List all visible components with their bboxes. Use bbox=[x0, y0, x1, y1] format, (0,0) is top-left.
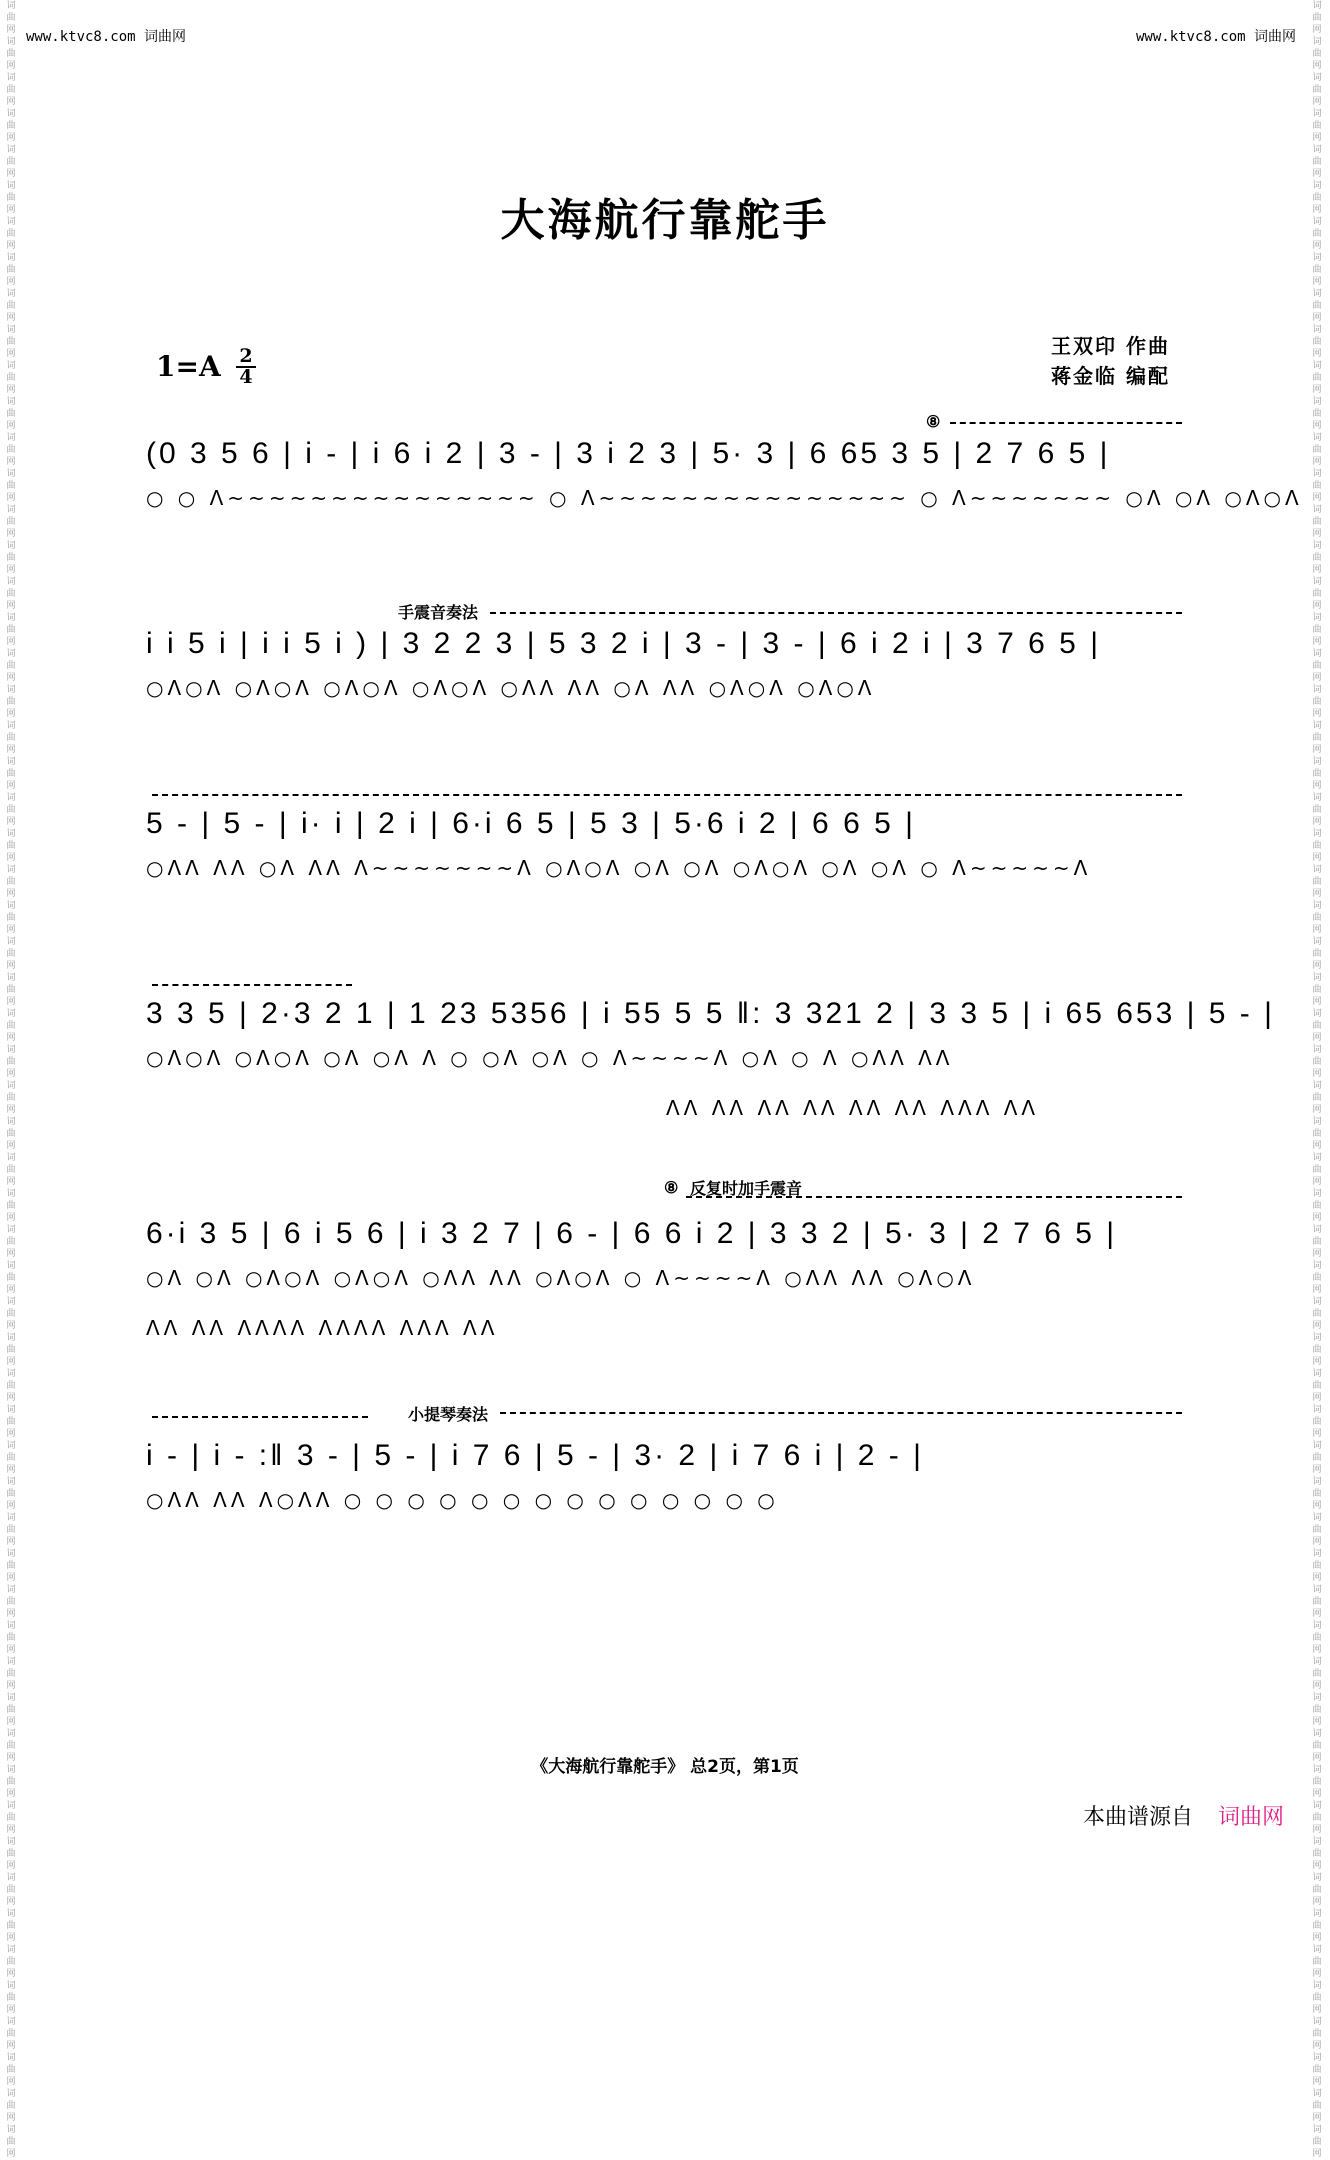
annotation-octave-5: ⑧ bbox=[664, 1178, 679, 1197]
time-bottom: 4 bbox=[239, 366, 253, 388]
time-top: 2 bbox=[239, 345, 253, 367]
notation-row: i - | i - :‖ 3 - | 5 - | i 7 6 | 5 - | 3· 2 | i 7 6 i | 2 - | bbox=[146, 1439, 924, 1472]
dashed-line bbox=[950, 422, 1182, 424]
composer-credit: 王双印 作曲 bbox=[1051, 334, 1170, 358]
technique-row: ○ ○ Λ~~~~~~~~~~~~~~~ ○ Λ~~~~~~~~~~~~~~~ ○ Λ~~~~~~~ ○Λ ○Λ ○Λ○Λ bbox=[146, 486, 1303, 510]
dashed-line bbox=[152, 1416, 368, 1418]
side-watermark-left: 词曲网词曲网词曲网词曲网词曲网词曲网词曲网词曲网词曲网词曲网词曲网词曲网词曲网词曲网词曲网词曲网词曲网词曲网词曲网词曲网词曲网词曲网词曲网词曲网词曲网词曲网词曲网词曲网词曲网词曲网词曲网词曲网词曲网词曲网词曲网词曲网词曲网词曲网词曲网词曲网词曲网词曲网词曲网词曲网词曲网词曲网词曲网词曲网词曲网词曲网词曲网词曲网词曲网词曲网词曲网词曲网词曲网词曲网词曲网词曲网 bbox=[6, 1, 16, 2159]
page-footer: 《大海航行靠舵手》 总2页，第1页 bbox=[531, 1757, 799, 1777]
notation-row: 3 3 5 | 2·3 2 1 | 1 23 5356 | i 55 5 5 ‖: 3 321 2 | 3 3 5 | i 65 653 | 5 - | bbox=[146, 997, 1275, 1030]
annotation-repeat-vibrato: 反复时加手震音 bbox=[690, 1179, 803, 1198]
time-signature bbox=[236, 345, 256, 388]
notation-row: i i 5 i | i i 5 i ) | 3 2 2 3 | 5 3 2 i | 3 - | 3 - | 6 i 2 i | 3 7 6 5 | bbox=[146, 627, 1101, 660]
song-title: 大海航行靠舵手 bbox=[500, 195, 830, 246]
annotation-octave-1: ⑧ bbox=[926, 412, 941, 431]
dashed-line bbox=[490, 612, 1182, 614]
side-watermark-right: 词曲网词曲网词曲网词曲网词曲网词曲网词曲网词曲网词曲网词曲网词曲网词曲网词曲网词曲网词曲网词曲网词曲网词曲网词曲网词曲网词曲网词曲网词曲网词曲网词曲网词曲网词曲网词曲网词曲网词曲网词曲网词曲网词曲网词曲网词曲网词曲网词曲网词曲网词曲网词曲网词曲网词曲网词曲网词曲网词曲网词曲网词曲网词曲网词曲网词曲网词曲网词曲网词曲网词曲网词曲网词曲网词曲网词曲网词曲网词曲网 bbox=[1312, 1, 1322, 2159]
source-site-link[interactable]: 词曲网 bbox=[1217, 1805, 1284, 1830]
technique-row: ○Λ○Λ ○Λ○Λ ○Λ ○Λ Λ ○ ○Λ ○Λ ○ Λ~~~~Λ ○Λ ○ Λ ○ΛΛ ΛΛ bbox=[146, 1046, 954, 1070]
notation-row: (0 3 5 6 | i - | i 6 i 2 | 3 - | 3 i 2 3 | 5· 3 | 6 65 3 5 | 2 7 6 5 | bbox=[146, 437, 1111, 470]
notation-row: 6·i 3 5 | 6 i 5 6 | i 3 2 7 | 6 - | 6 6 i 2 | 3 3 2 | 5· 3 | 2 7 6 5 | bbox=[146, 1217, 1118, 1250]
technique-row: ○Λ ○Λ ○Λ○Λ ○Λ○Λ ○ΛΛ ΛΛ ○Λ○Λ ○ Λ~~~~Λ ○ΛΛ ΛΛ ○Λ○Λ bbox=[146, 1266, 976, 1290]
annotation-hand-vibrato: 手震音奏法 bbox=[398, 603, 479, 622]
dashed-line bbox=[152, 984, 352, 986]
source-label: 本曲谱源自 bbox=[1082, 1805, 1193, 1830]
technique-row-second-voice: ΛΛ ΛΛ ΛΛΛΛ ΛΛΛΛ ΛΛΛ ΛΛ bbox=[146, 1316, 499, 1340]
technique-row-second-voice: ΛΛ ΛΛ ΛΛ ΛΛ ΛΛ ΛΛ ΛΛΛ ΛΛ bbox=[666, 1096, 1040, 1120]
dashed-line bbox=[686, 1196, 1182, 1198]
technique-row: ○ΛΛ ΛΛ Λ○ΛΛ ○ ○ ○ ○ ○ ○ ○ ○ ○ ○ ○ ○ ○ ○ bbox=[146, 1488, 779, 1512]
key-signature: 1=A bbox=[156, 350, 221, 383]
header-left-url: www.ktvc8.com 词曲网 bbox=[26, 29, 187, 45]
technique-row: ○ΛΛ ΛΛ ○Λ ΛΛ Λ~~~~~~~Λ ○Λ○Λ ○Λ ○Λ ○Λ○Λ ○Λ ○Λ ○ Λ~~~~~Λ bbox=[146, 856, 1092, 880]
annotation-violin: 小提琴奏法 bbox=[408, 1405, 489, 1424]
technique-row: ○Λ○Λ ○Λ○Λ ○Λ○Λ ○Λ○Λ ○ΛΛ ΛΛ ○Λ ΛΛ ○Λ○Λ ○Λ○Λ bbox=[146, 676, 876, 700]
source-credit bbox=[1083, 1800, 1284, 1831]
dashed-line bbox=[152, 794, 1182, 796]
notation-row: 5 - | 5 - | i· i | 2 i | 6·i 6 5 | 5 3 | 5·6 i 2 | 6 6 5 | bbox=[146, 807, 916, 840]
header-right-url: www.ktvc8.com 词曲网 bbox=[1135, 29, 1296, 45]
dashed-line bbox=[500, 1412, 1182, 1414]
arranger-credit: 蒋金临 编配 bbox=[1051, 364, 1170, 388]
